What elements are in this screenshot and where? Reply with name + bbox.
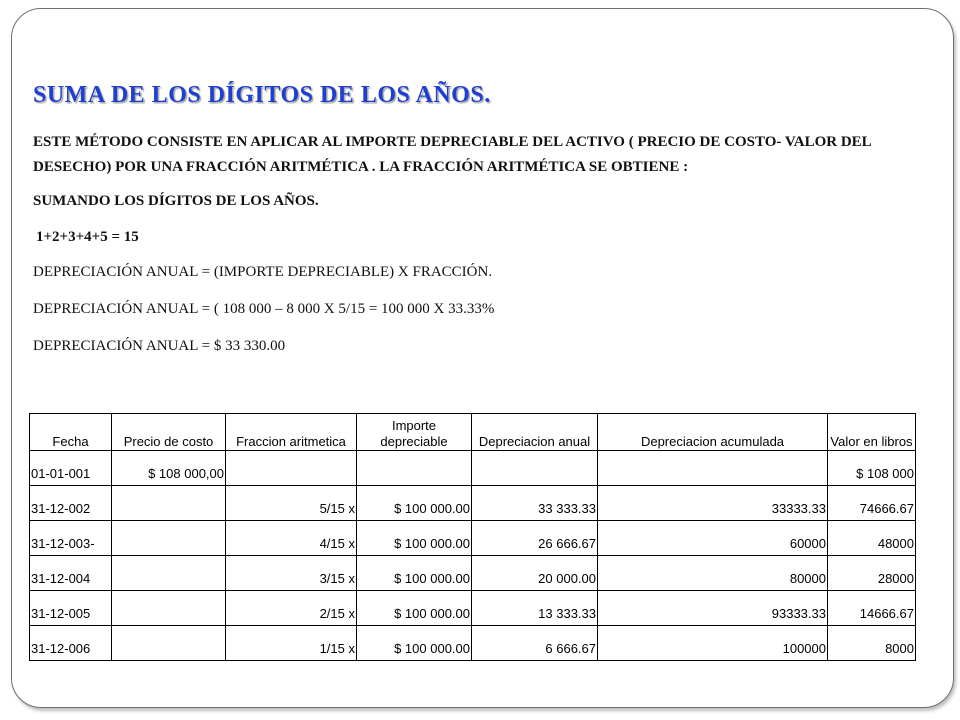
table-cell — [112, 626, 226, 661]
table-cell: 01-01-001 — [30, 451, 112, 486]
method-description: ESTE MÉTODO CONSISTE EN APLICAR AL IMPORTE DEPRECIABLE DEL ACTIVO ( PRECIO DE COSTO- VALOR DEL DESECHO) POR UNA FRACCIÓN ARITMÉTICA . LA FRACCIÓN ARITMÉTICA SE OBTIENE : — [33, 134, 871, 175]
table-cell — [357, 451, 472, 486]
table-cell — [472, 451, 598, 486]
table-cell: 31-12-003- — [30, 521, 112, 556]
digits-sum-formula: 1+2+3+4+5 = 15 — [36, 229, 139, 245]
table-cell — [226, 451, 357, 486]
table-cell: $ 100 000.00 — [357, 556, 472, 591]
table-cell: 100000 — [598, 626, 828, 661]
column-header: Fraccion aritmetica — [226, 414, 357, 451]
table-cell: 28000 — [828, 556, 916, 591]
column-header: Depreciacion anual — [472, 414, 598, 451]
table-row — [30, 591, 916, 626]
table-cell: 48000 — [828, 521, 916, 556]
table-row — [30, 556, 916, 591]
table-cell: 33 333.33 — [472, 486, 598, 521]
column-header: Precio de costo — [112, 414, 226, 451]
table-row — [30, 486, 916, 521]
annual-depreciation-result: DEPRECIACIÓN ANUAL = $ 33 330.00 — [33, 338, 286, 354]
table-cell — [112, 556, 226, 591]
annual-depreciation-formula: DEPRECIACIÓN ANUAL = (IMPORTE DEPRECIABLE) X FRACCIÓN. — [33, 264, 493, 280]
column-header: Valor en libros — [828, 414, 916, 451]
table-cell: $ 108 000,00 — [112, 451, 226, 486]
column-header: Importe depreciable — [357, 414, 472, 451]
table-cell: 3/15 x — [226, 556, 357, 591]
table-cell: $ 100 000.00 — [357, 591, 472, 626]
table-cell: 31-12-005 — [30, 591, 112, 626]
table-cell: $ 100 000.00 — [357, 626, 472, 661]
column-header: Depreciacion acumulada — [598, 414, 828, 451]
table-cell: 4/15 x — [226, 521, 357, 556]
table-cell: 5/15 x — [226, 486, 357, 521]
table-cell: $ 100 000.00 — [357, 486, 472, 521]
table-cell: 6 666.67 — [472, 626, 598, 661]
table-cell: 80000 — [598, 556, 828, 591]
table-cell — [112, 521, 226, 556]
table-cell: 31-12-004 — [30, 556, 112, 591]
table-row — [30, 451, 916, 486]
table-cell — [112, 486, 226, 521]
table-cell: 74666.67 — [828, 486, 916, 521]
digits-sum-heading: SUMANDO LOS DÍGITOS DE LOS AÑOS. — [33, 193, 319, 209]
table-cell: $ 108 000 — [828, 451, 916, 486]
table-cell: 33333.33 — [598, 486, 828, 521]
column-header: Fecha — [30, 414, 112, 451]
table-cell: 26 666.67 — [472, 521, 598, 556]
table-cell: 1/15 x — [226, 626, 357, 661]
table-row — [30, 521, 916, 556]
annual-depreciation-calculation: DEPRECIACIÓN ANUAL = ( 108 000 – 8 000 X 5/15 = 100 000 X 33.33% — [33, 301, 495, 317]
table-cell: 13 333.33 — [472, 591, 598, 626]
table-cell: $ 100 000.00 — [357, 521, 472, 556]
depreciation-table — [29, 413, 916, 661]
table-cell: 8000 — [828, 626, 916, 661]
table-cell: 60000 — [598, 521, 828, 556]
slide-title: SUMA DE LOS DÍGITOS DE LOS AÑOS. — [33, 82, 491, 108]
table-cell: 2/15 x — [226, 591, 357, 626]
table-cell — [598, 451, 828, 486]
table-cell: 93333.33 — [598, 591, 828, 626]
table-cell — [112, 591, 226, 626]
table-header-row — [30, 414, 916, 451]
table-cell: 31-12-006 — [30, 626, 112, 661]
table-row — [30, 626, 916, 661]
table-cell: 14666.67 — [828, 591, 916, 626]
table-cell: 31-12-002 — [30, 486, 112, 521]
table-cell: 20 000.00 — [472, 556, 598, 591]
